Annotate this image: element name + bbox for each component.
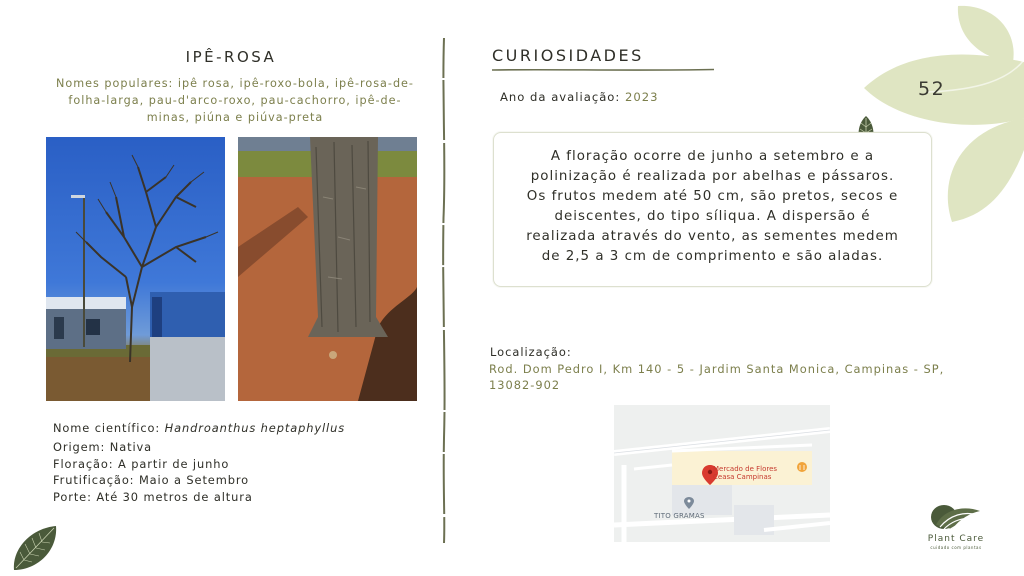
popular-names: Nomes populares: ipê rosa, ipê-roxo-bola, ipê-rosa-de- folha-larga, pau-d'arco-roxo, pau-cachorro, ipê-de- minas, piúna e piúva-preta xyxy=(56,77,414,124)
flowering: Floração: A partir de junho xyxy=(53,456,230,471)
leaf-bottom xyxy=(948,118,1024,222)
poi-icon xyxy=(797,462,807,472)
origin: Origem: Nativa xyxy=(53,439,153,454)
logo-tagline: cuidado com plantas xyxy=(930,545,982,550)
scientific-name: Nome científico: Handroanthus heptaphyllus xyxy=(53,421,346,435)
size: Porte: Até 30 metros de altura xyxy=(53,490,253,505)
page-number: 52 xyxy=(918,78,946,100)
location-map[interactable] xyxy=(614,405,830,542)
location-label: Localização: xyxy=(490,345,572,359)
title-underline xyxy=(492,68,714,72)
vertical-divider xyxy=(440,38,448,543)
tree-photo xyxy=(46,137,225,401)
location-address: Rod. Dom Pedro I, Km 140 - 5 - Jardim Santa Monica, Campinas - SP, 13082-902 xyxy=(489,362,945,392)
curiosities-title: CURIOSIDADES xyxy=(492,46,644,65)
curiosities-text: A floração ocorre de junho a setembro e a polinização é realizada por abelhas e pássaros. Os frutos medem até 50 cm, são pretos, secos e deiscentes, do tipo síliqua. A dispersão é realizada através do vento, as sementes medem de 2,5 a 3 cm de comprimento e são aladas. xyxy=(526,149,899,264)
logo-name: Plant Care xyxy=(927,534,985,544)
map-place-label: Mercado de Flores Ceasa Campinas xyxy=(713,465,778,481)
plant-care-logo-icon xyxy=(930,503,982,533)
curiosities-box xyxy=(493,132,932,287)
trunk-photo xyxy=(238,137,417,401)
decorative-leaf-bottom-left xyxy=(10,522,60,572)
species-title: IPÊ-ROSA xyxy=(185,48,277,66)
map-nearby-label: TITO GRAMAS xyxy=(654,512,705,520)
fruiting: Frutificação: Maio a Setembro xyxy=(53,473,250,488)
evaluation-year: Ano da avaliação: 2023 xyxy=(500,90,659,104)
species-details xyxy=(53,420,345,506)
leaf-top xyxy=(958,6,1014,62)
